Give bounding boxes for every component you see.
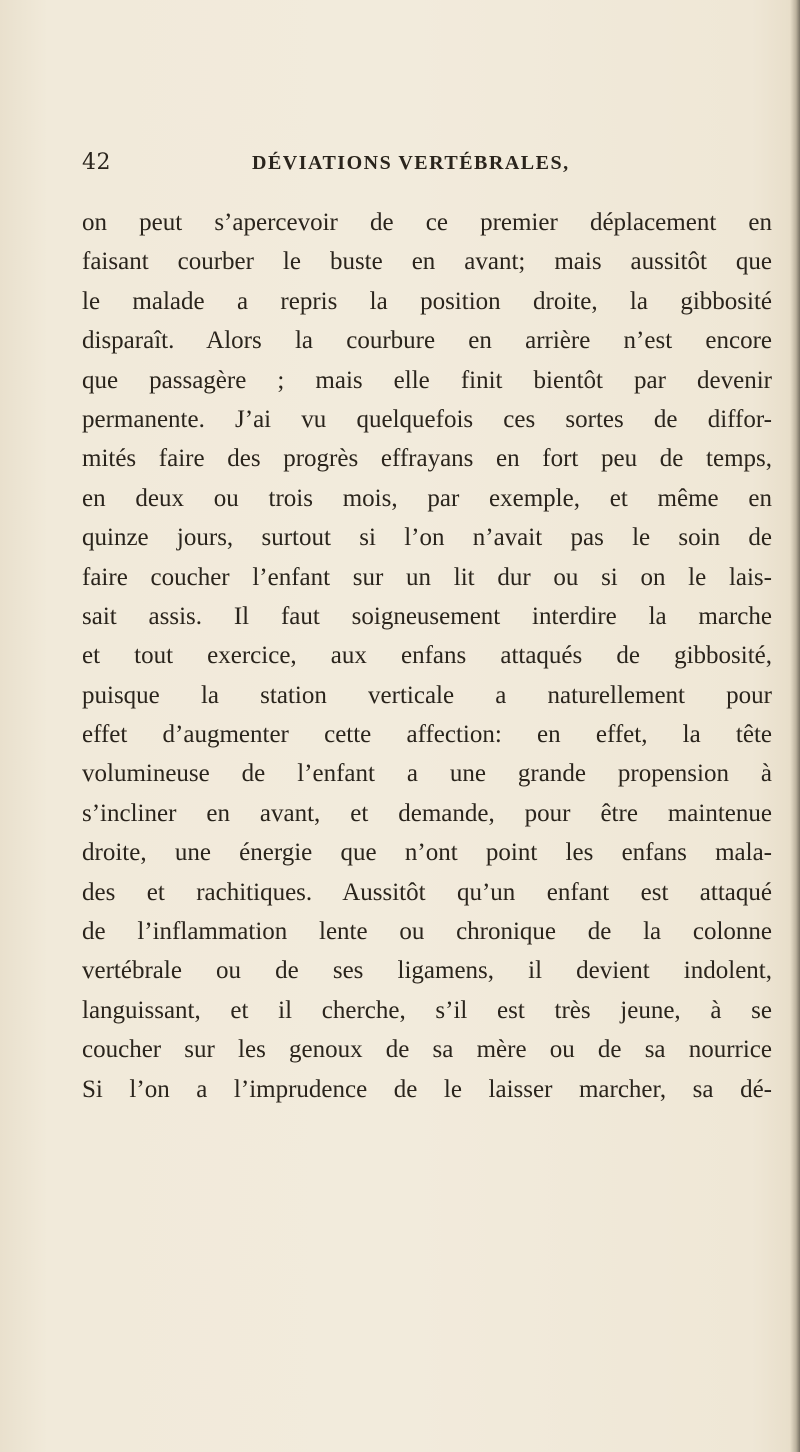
text-line: et tout exercice, aux enfans attaqués de gibbosité,	[82, 642, 772, 670]
running-head: DÉVIATIONS VERTÉBRALES,	[252, 152, 570, 174]
text-line: sait assis. Il faut soigneusement interdire la marche	[82, 602, 772, 630]
text-line: s’incliner en avant, et demande, pour être maintenue	[82, 799, 772, 827]
text-line: faisant courber le buste en avant; mais aussitôt que	[82, 248, 772, 276]
text-line: disparaît. Alors la courbure en arrière n’est encore	[82, 327, 772, 355]
text-line: vertébrale ou de ses ligamens, il devient indolent,	[82, 957, 772, 985]
text-line: languissant, et il cherche, s’il est très jeune, à se	[82, 996, 772, 1024]
text-line: le malade a repris la position droite, la gibbosité	[82, 287, 772, 315]
text-line: effet d’augmenter cette affection: en effet, la tête	[82, 721, 772, 749]
text-line: faire coucher l’enfant sur un lit dur ou si on le lais-	[82, 563, 772, 591]
text-line: puisque la station verticale a naturellement pour	[82, 681, 772, 709]
body-text	[82, 203, 772, 1109]
text-line: quinze jours, surtout si l’on n’avait pas le soin de	[82, 524, 772, 552]
text-line: des et rachitiques. Aussitôt qu’un enfant est attaqué	[82, 878, 772, 906]
text-line: volumineuse de l’enfant a une grande propension à	[82, 760, 772, 788]
text-line: que passagère ; mais elle finit bientôt par devenir	[82, 366, 772, 394]
text-line: Si l’on a l’imprudence de le laisser marcher, sa dé-	[82, 1075, 772, 1103]
text-line: de l’inflammation lente ou chronique de la colonne	[82, 918, 772, 946]
page-number: 42	[82, 150, 111, 175]
text-line: on peut s’apercevoir de ce premier déplacement en	[82, 209, 772, 236]
text-line: droite, une énergie que n’ont point les enfans mala-	[82, 839, 772, 867]
page-edge-shadow	[790, 0, 800, 1452]
text-line: mités faire des progrès effrayans en fort peu de temps,	[82, 445, 772, 473]
text-line: permanente. J’ai vu quelquefois ces sortes de diffor-	[82, 405, 772, 433]
page-header	[82, 150, 762, 186]
text-line: en deux ou trois mois, par exemple, et même en	[82, 484, 772, 512]
text-line: coucher sur les genoux de sa mère ou de sa nourrice	[82, 1036, 772, 1064]
